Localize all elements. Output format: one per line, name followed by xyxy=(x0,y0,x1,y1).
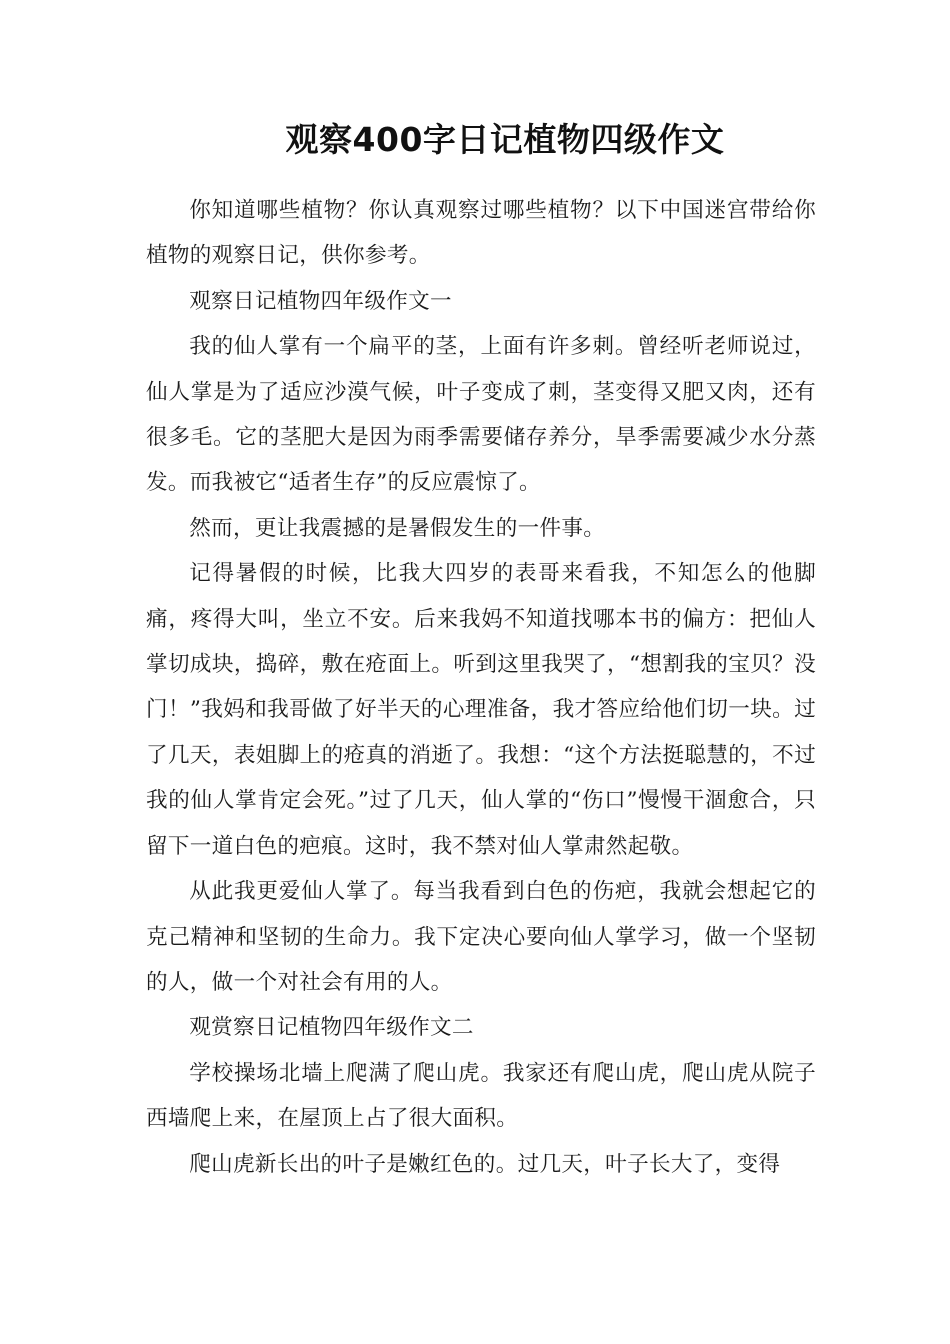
paragraph: 学校操场北墙上爬满了爬山虎。我家还有爬山虎，爬山虎从院子西墙爬上来，在屋顶上占了很大面积。 xyxy=(146,1060,816,1132)
paragraph: 然而，更让我震撼的是暑假发生的一件事。 xyxy=(189,515,606,541)
paragraph: 记得暑假的时候，比我大四岁的表哥来看我，不知怎么的他脚痛，疼得大叫，坐立不安。后来我妈不知道找哪本书的偏方：把仙人掌切成块，捣碎，敷在疮面上。听到这里我哭了，“想割我的宝贝？没门！”我妈和我哥做了好半天的心理准备，我才答应给他们切一块。过了几天，表姐脚上的疮真的消逝了。我想：“这个方法挺聪慧的，不过我的仙人掌肯定会死。”过了几天，仙人掌的“伤口”慢慢干涸愈合，只留下一道白色的疤痕。这时，我不禁对仙人掌肃然起敬。 xyxy=(146,561,816,859)
paragraph: 爬山虎新长出的叶子是嫩红色的。过几天，叶子长大了，变得 xyxy=(189,1151,781,1177)
paragraph: 我的仙人掌有一个扁平的茎，上面有许多刺。曾经听老师说过，仙人掌是为了适应沙漠气候，叶子变成了刺，茎变得又肥又肉，还有很多毛。它的茎肥大是因为雨季需要储存养分，旱季需要减少水分蒸发。而我被它“适者生存”的反应震惊了。 xyxy=(146,334,816,496)
paragraph: 从此我更爱仙人掌了。每当我看到白色的伤疤，我就会想起它的克己精神和坚韧的生命力。我下定决心要向仙人掌学习，做一个坚韧的人，做一个对社会有用的人。 xyxy=(146,879,816,995)
document-title: 观察400字日记植物四级作文 xyxy=(285,120,725,159)
document-body xyxy=(146,188,816,1187)
section-heading-2: 观赏察日记植物四年级作文二 xyxy=(189,1015,474,1041)
paragraph-intro: 你知道哪些植物？你认真观察过哪些植物？以下中国迷宫带给你植物的观察日记，供你参考。 xyxy=(146,198,816,269)
section-heading-1: 观察日记植物四年级作文一 xyxy=(189,288,452,314)
